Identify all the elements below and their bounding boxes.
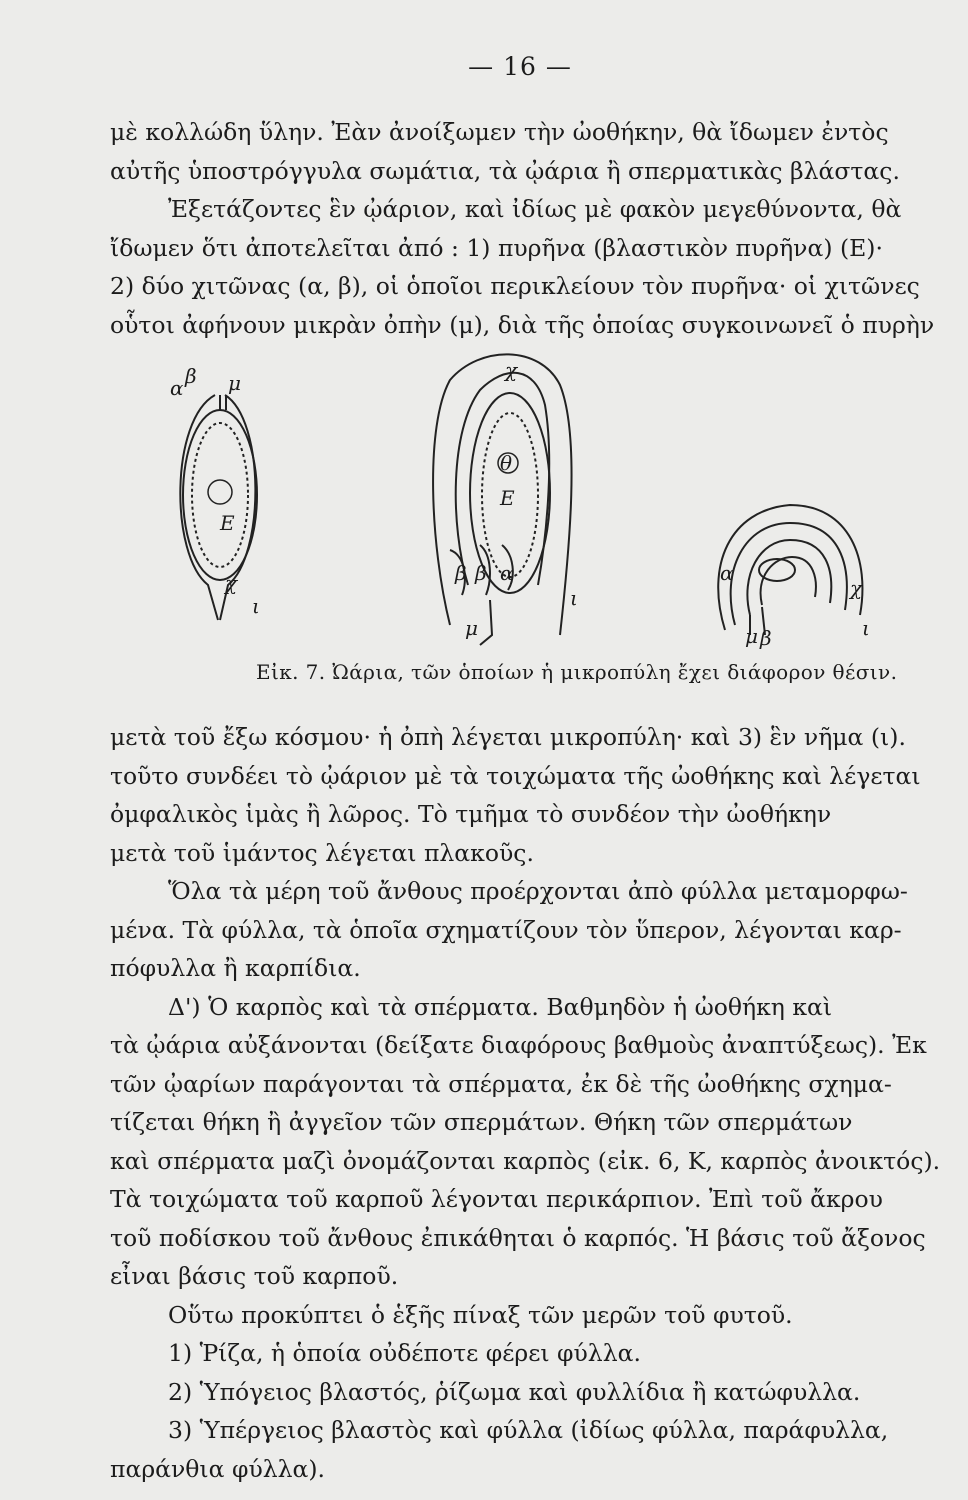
list-item: 1) Ῥίζα, ἡ ὁποία οὐδέποτε φέρει φύλλα.	[168, 1339, 641, 1367]
text-line: Ἐξετάζοντες ἓν ᾠάριον, καὶ ἰδίως μὲ φακὸν μεγεθύνοντα, θὰ	[168, 195, 902, 223]
text-line: μὲ κολλώδη ὕλην. Ἐὰν ἀνοίξωμεν τὴν ὠοθήκην, θὰ ἴδωμεν ἐντὸς	[110, 118, 889, 146]
label-beta: β	[475, 561, 487, 585]
ovule-straight	[180, 395, 257, 620]
label-beta: β	[760, 626, 772, 650]
ovule-figure	[150, 345, 890, 665]
text-line: μετὰ τοῦ ἔξω κόσμου· ἡ ὀπὴ λέγεται μικροπύλη· καὶ 3) ἓν νῆμα (ι).	[110, 723, 906, 751]
label-beta: β	[185, 364, 197, 388]
text-line: μένα. Τὰ φύλλα, τὰ ὁποῖα σχηματίζουν τὸν ὕπερον, λέγονται καρ-	[110, 915, 902, 944]
text-line: τῶν ᾠαρίων παράγονται τὰ σπέρματα, ἐκ δὲ τῆς ὠοθήκης σχημα-	[110, 1069, 892, 1098]
text-line: πόφυλλα ἢ καρπίδια.	[110, 954, 361, 982]
bottom-paragraph	[110, 718, 948, 1488]
label-theta: θ	[500, 451, 513, 475]
text-line: Οὕτω προκύπτει ὁ ἑξῆς πίναξ τῶν μερῶν τοῦ φυτοῦ.	[168, 1300, 793, 1329]
text-line: τίζεται θήκη ἢ ἀγγεῖον τῶν σπερμάτων. Θήκη τῶν σπερμάτων	[110, 1108, 853, 1136]
label-epsilon: Ε	[500, 486, 515, 510]
text-line: καὶ σπέρματα μαζὶ ὀνομάζονται καρπὸς (εἰκ. 6, Κ, καρπὸς ἀνοικτός).	[110, 1146, 941, 1175]
text-line: Τὰ τοιχώματα τοῦ καρποῦ λέγονται περικάρπιον. Ἐπὶ τοῦ ἄκρου	[110, 1185, 883, 1213]
label-iota: ι	[862, 616, 870, 640]
label-beta: β	[455, 561, 467, 585]
text-line: τοῦτο συνδέει τὸ ᾠάριον μὲ τὰ τοιχώματα τῆς ὠοθήκης καὶ λέγεται	[110, 761, 921, 790]
section-heading-line: Δ') Ὁ καρπὸς καὶ τὰ σπέρματα. Βαθμηδὸν ἡ ὠοθήκη καὶ	[168, 992, 833, 1021]
list-item: 3) Ὑπέργειος βλαστὸς καὶ φύλλα (ἰδίως φύλλα, παράφυλλα,	[168, 1416, 889, 1444]
label-alpha: α	[720, 561, 734, 585]
text-line: εἶναι βάσις τοῦ καρποῦ.	[110, 1262, 399, 1290]
label-epsilon: Ε	[220, 511, 235, 535]
ovule-curved	[718, 505, 862, 635]
text-line: 2) δύο χιτῶνας (α, β), οἱ ὁποῖοι περικλείουν τὸν πυρῆνα· οἱ χιτῶνες	[110, 272, 920, 300]
text-line: ὀμφαλικὸς ἱμὰς ἢ λῶρος. Τὸ τμῆμα τὸ συνδέον τὴν ὠοθήκην	[110, 800, 832, 828]
label-iota: ι	[252, 594, 260, 618]
text-line: τοῦ ποδίσκου τοῦ ἄνθους ἐπικάθηται ὁ καρπός. Ἡ βάσις τοῦ ἄξονος	[110, 1223, 926, 1252]
top-paragraph	[110, 113, 948, 344]
label-mu: μ	[745, 624, 758, 648]
label-chi: χ	[850, 576, 863, 600]
label-iota: ι	[570, 586, 578, 610]
label-mu: μ	[465, 616, 478, 640]
text-line: οὗτοι ἀφήνουν μικρὰν ὀπὴν (μ), διὰ τῆς ὁποίας συγκοινωνεῖ ὁ πυρὴν	[110, 310, 935, 339]
text-line: μετὰ τοῦ ἱμάντος λέγεται πλακοῦς.	[110, 838, 534, 867]
text-line: Ὅλα τὰ μέρη τοῦ ἄνθους προέρχονται ἀπὸ φύλλα μεταμορφω-	[168, 877, 908, 905]
text-line: παράνθια φύλλα).	[110, 1454, 326, 1483]
page-number: — 16 —	[468, 52, 572, 81]
label-mu: μ	[228, 371, 241, 395]
label-chi: χ	[505, 358, 518, 382]
text-line: τὰ ᾠάρια αὐξάνονται (δείξατε διαφόρους βαθμοὺς ἀναπτύξεως). Ἐκ	[110, 1031, 927, 1059]
label-chi: χ	[225, 571, 238, 595]
text-line: αὐτῆς ὑποστρόγγυλα σωμάτια, τὰ ᾠάρια ἢ σπερματικὰς βλάστας.	[110, 156, 900, 185]
list-item: 2) Ὑπόγειος βλαστός, ῥίζωμα καὶ φυλλίδια ἢ κατώφυλλα.	[168, 1377, 861, 1406]
text-line: ἴδωμεν ὅτι ἀποτελεῖται ἀπό : 1) πυρῆνα (βλαστικὸν πυρῆνα) (Ε)·	[110, 233, 883, 262]
figure-caption: Εἰκ. 7. Ὠάρια, τῶν ὁποίων ἡ μικροπύλη ἔχει διάφορον θέσιν.	[256, 660, 898, 684]
label-alpha: α	[170, 376, 184, 400]
label-alpha: α	[500, 561, 514, 585]
